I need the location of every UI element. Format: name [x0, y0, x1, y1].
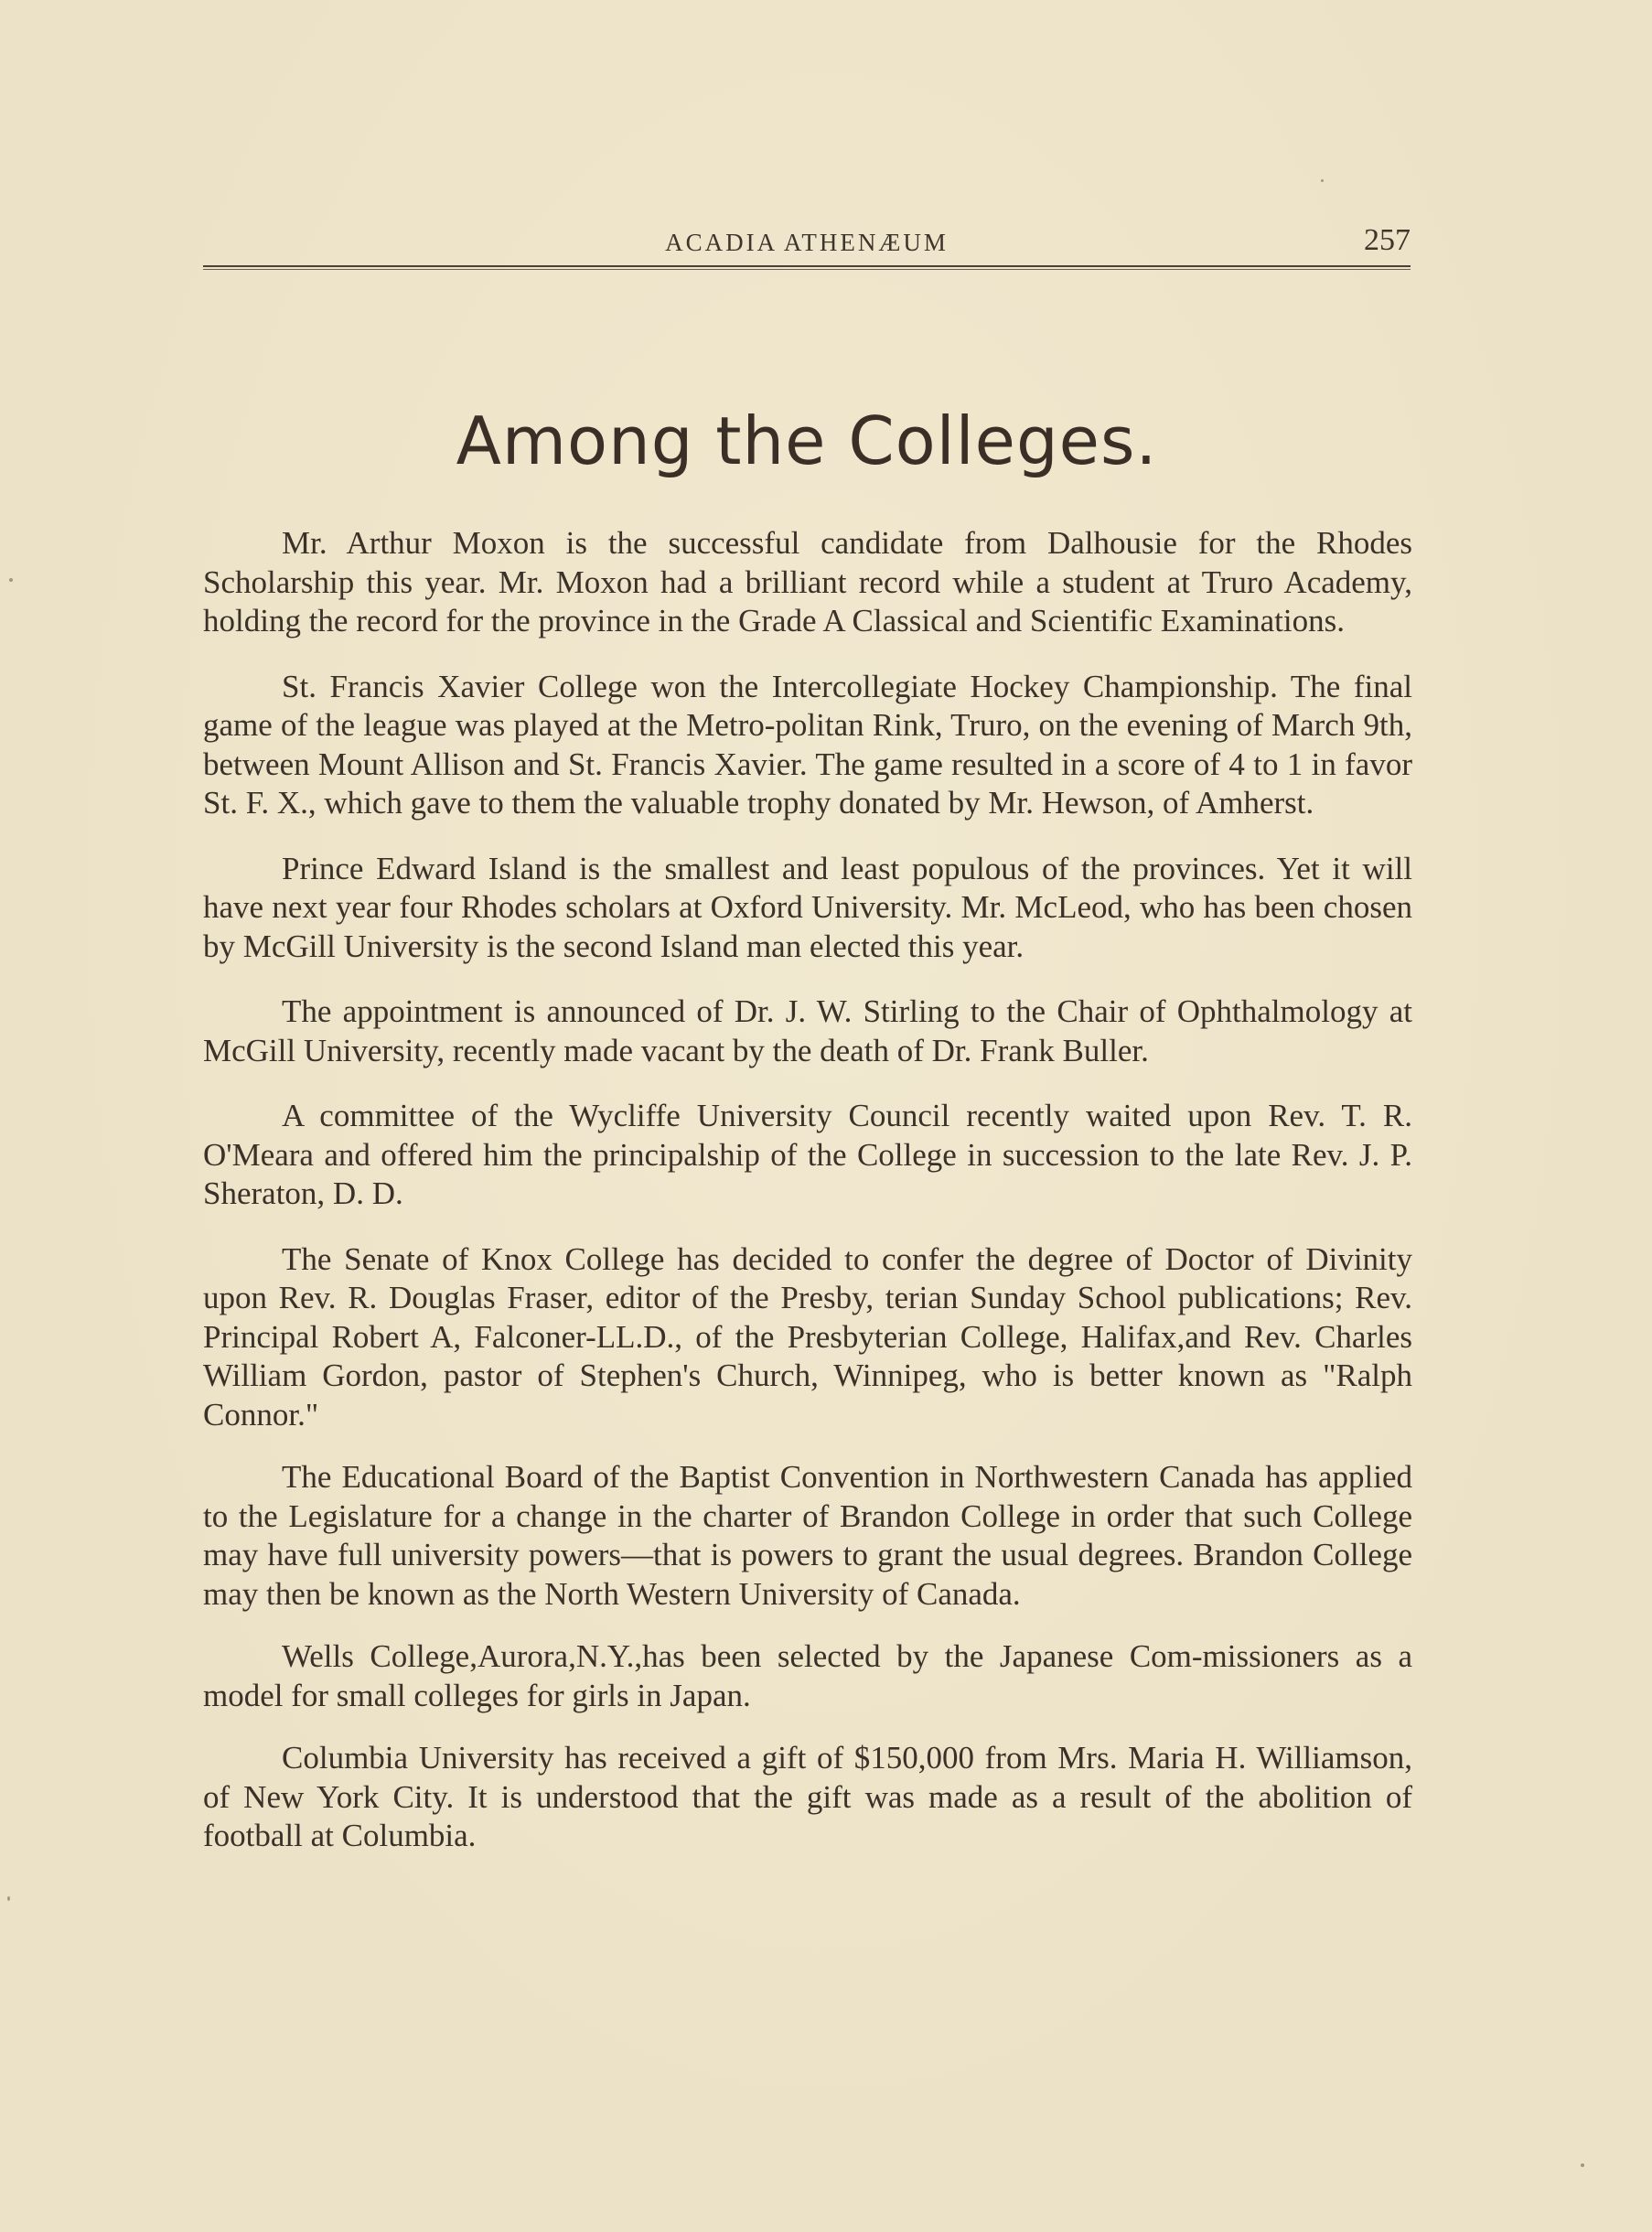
paragraph-wycliffe: A committee of the Wycliffe University Council recently waited upon Rev. T. R. O'Meara and offered him the principalship of the College in succession to the late Rev. J. P. Sheraton, D. D. [203, 1098, 1412, 1211]
paragraph-moxon: Mr. Arthur Moxon is the successful candidate from Dalhousie for the Rhodes Scholarship this year. Mr. Moxon had a brilliant record while a student at Truro Academy, holding the record for the province in the Grade A Classical and Scientific Examinations. [203, 525, 1412, 638]
page-number: 257 [1364, 223, 1411, 257]
paragraph-wells: Wells College,Aurora,N.Y.,has been selected by the Japanese Com-missioners as a model for small colleges for girls in Japan. [203, 1638, 1412, 1713]
paper-speck [7, 1896, 10, 1901]
header-rule-thin [203, 269, 1411, 270]
section-title: Among the Colleges. [456, 402, 1158, 479]
running-head [203, 223, 1411, 269]
header-rule [203, 265, 1411, 267]
paragraph-columbia: Columbia University has received a gift of $150,000 from Mrs. Maria H. Williamson, of New York City. It is understood that the gift was made as a result of the abolition of football at Columbia. [203, 1740, 1412, 1853]
paragraph-knox: The Senate of Knox College has decided to confer the degree of Doctor of Divinity upon Rev. R. Douglas Fraser, editor of the Presby, terian Sunday School publications; Rev. Principal Robert A, Falconer-LL.D., of the Presbyterian College, Halifax,and Rev. Charles William Gordon, pastor of Stephen's Church, Winnipeg, who is better known as "Ralph Connor." [203, 1240, 1412, 1433]
paragraph-stirling: The appointment is announced of Dr. J. W. Stirling to the Chair of Ophthalmology at McGill University, recently made vacant by the death of Dr. Frank Buller. [203, 993, 1412, 1068]
running-title: ACADIA ATHENÆUM [665, 229, 949, 256]
paper-speck [9, 578, 13, 582]
article-body [203, 524, 1412, 1880]
paper-speck [1321, 179, 1324, 182]
paragraph-pei: Prince Edward Island is the smallest and least populous of the provinces. Yet it will have next year four Rhodes scholars at Oxford University. Mr. McLeod, who has been chosen by McGill University is the second Island man elected this year. [203, 850, 1412, 964]
paragraph-hockey: St. Francis Xavier College won the Intercollegiate Hockey Championship. The final game of the league was played at the Metro-politan Rink, Truro, on the evening of March 9th, between Mount Allison and St. Francis Xavier. The game resulted in a score of 4 to 1 in favor St. F. X., which gave to them the valuable trophy donated by Mr. Hewson, of Amherst. [203, 668, 1412, 821]
paper-speck [1581, 2163, 1584, 2167]
paragraph-brandon: The Educational Board of the Baptist Convention in Northwestern Canada has applied to the Legislature for a change in the charter of Brandon College in order that such College may have full university powers—that is powers to grant the usual degrees. Brandon College may then be known as the North Western University of Canada. [203, 1459, 1412, 1612]
